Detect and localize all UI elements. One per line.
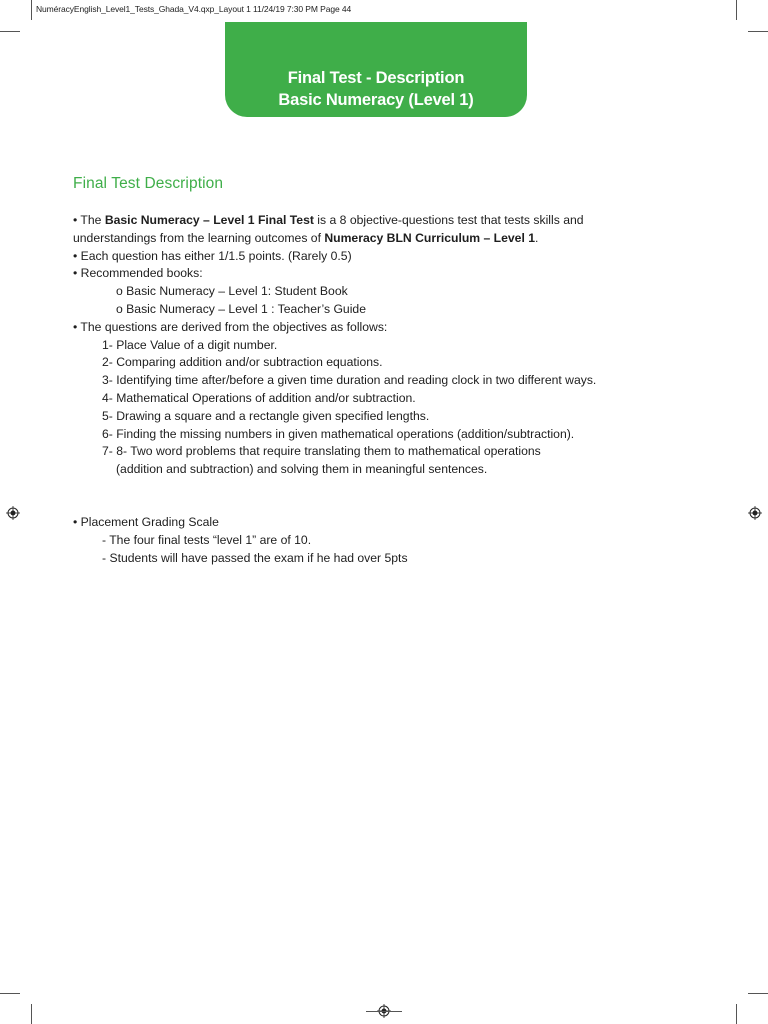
header-subtitle: Basic Numeracy (Level 1): [278, 91, 474, 109]
crop-mark-bottom-left-v: [31, 1004, 32, 1024]
section-title: Final Test Description: [73, 175, 224, 192]
crop-mark-bottom-right-h: [748, 993, 768, 994]
objective-item: 4- Mathematical Operations of addition and/or subtraction.: [102, 390, 416, 405]
crop-mark-top-left-v: [31, 0, 32, 20]
book-item: o Basic Numeracy – Level 1: Student Book: [116, 284, 348, 299]
intro-line2-start: understandings from the learning outcomes of: [73, 230, 325, 245]
crop-mark-top-left-h: [0, 31, 20, 32]
header-banner: [225, 22, 527, 117]
objective-item-continuation: (addition and subtraction) and solving them in meaningful sentences.: [116, 462, 488, 477]
intro-line2-end: .: [535, 230, 539, 245]
grading-item: - Students will have passed the exam if he had over 5pts: [102, 550, 408, 565]
header-title: Final Test - Description: [287, 69, 465, 87]
crop-mark-bottom-left-h: [0, 993, 20, 994]
crop-mark-top-right-h: [748, 31, 768, 32]
objective-item: 2- Comparing addition and/or subtraction equations.: [102, 355, 383, 370]
document-body: [73, 212, 693, 567]
objective-item: 6- Finding the missing numbers in given mathematical operations (addition/subtraction).: [102, 426, 575, 441]
grading-heading: • Placement Grading Scale: [73, 514, 219, 529]
intro-line-1: [73, 212, 693, 230]
intro-curriculum: Numeracy BLN Curriculum – Level 1: [324, 230, 535, 245]
objective-item: 3- Identifying time after/before a given time duration and reading clock in two different ways.: [102, 373, 597, 388]
intro-line-2: [73, 230, 693, 248]
book-item: o Basic Numeracy – Level 1 : Teacher’s Guide: [116, 301, 366, 316]
objective-item: 1- Place Value of a digit number.: [102, 337, 278, 352]
crop-mark-top-right-v: [736, 0, 737, 20]
crop-mark-bottom-right-v: [736, 1004, 737, 1024]
registration-mark-left-icon: [6, 506, 20, 520]
intro-test-name: Basic Numeracy – Level 1 Final Test: [104, 213, 314, 227]
registration-mark-right-icon: [748, 506, 762, 520]
points-note: • Each question has either 1/1.5 points. (Rarely 0.5): [73, 248, 352, 263]
books-heading: • Recommended books:: [73, 266, 203, 281]
print-slug: NuméracyEnglish_Level1_Tests_Ghada_V4.qxp_Layout 1 11/24/19 7:30 PM Page 44: [36, 4, 352, 14]
spacer: [73, 479, 693, 514]
intro-mid: is a 8 objective-questions test that tests skills and: [313, 213, 584, 227]
intro-bullet: • The: [73, 213, 105, 227]
objective-item: 5- Drawing a square and a rectangle given specified lengths.: [102, 408, 430, 423]
objectives-heading: • The questions are derived from the objectives as follows:: [73, 319, 388, 334]
grading-item: - The four final tests “level 1” are of 10.: [102, 532, 312, 547]
objective-item: 7- 8- Two word problems that require translating them to mathematical operations: [102, 444, 541, 459]
registration-line-bottom: [366, 1011, 402, 1012]
